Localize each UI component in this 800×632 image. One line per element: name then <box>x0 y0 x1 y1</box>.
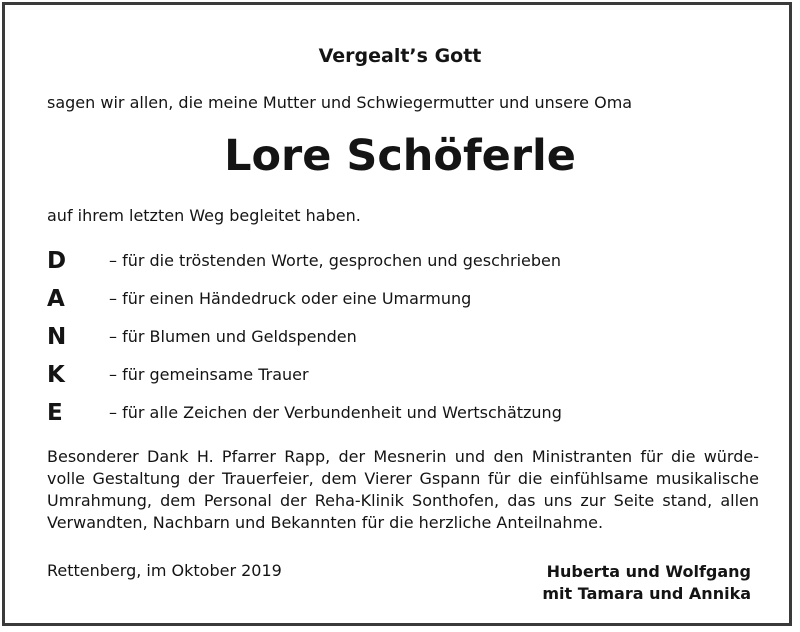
thanks-text: – für alle Zeichen der Verbundenheit und Wertschätzung <box>109 403 562 422</box>
thanks-letter: E <box>47 400 63 426</box>
after-name-text: auf ihrem letzten Weg begleitet haben. <box>47 206 361 225</box>
place-and-date: Rettenberg, im Oktober 2019 <box>47 561 282 580</box>
thanks-text: – für einen Händedruck oder eine Umarmung <box>109 289 472 308</box>
notice-heading: Vergealt’s Gott <box>318 45 482 67</box>
signature-line: Huberta und Wolfgang <box>546 562 751 581</box>
deceased-name: Lore Schöferle <box>224 131 576 181</box>
thanks-letter: A <box>47 286 65 312</box>
obituary-notice <box>2 2 792 626</box>
paragraph-line: volle Gestaltung der Trauerfeier, dem Vierer Gspann für die einfühlsame musikalische <box>47 469 759 488</box>
paragraph-line: Verwandten, Nachbarn und Bekannten für die herzliche Anteilnahme. <box>47 513 604 532</box>
thanks-letter: D <box>47 248 67 274</box>
thanks-letter: N <box>47 324 67 350</box>
thanks-letter: K <box>47 362 65 388</box>
intro-text: sagen wir allen, die meine Mutter und Schwiegermutter und unsere Oma <box>47 93 633 112</box>
thanks-text: – für die tröstenden Worte, gesprochen und geschrieben <box>109 251 562 270</box>
signature-block <box>542 561 751 605</box>
thanks-text: – für gemeinsame Trauer <box>109 365 309 384</box>
thanks-text: – für Blumen und Geldspenden <box>109 327 357 346</box>
signature-line: mit Tamara und Annika <box>542 584 751 603</box>
paragraph-line: Umrahmung, dem Personal der Reha-Klinik Sonthofen, das uns zur Seite stand, allen <box>47 491 759 510</box>
special-thanks-paragraph <box>47 446 759 534</box>
paragraph-line: Besonderer Dank H. Pfarrer Rapp, der Mesnerin und den Ministranten für die würde- <box>47 447 759 466</box>
